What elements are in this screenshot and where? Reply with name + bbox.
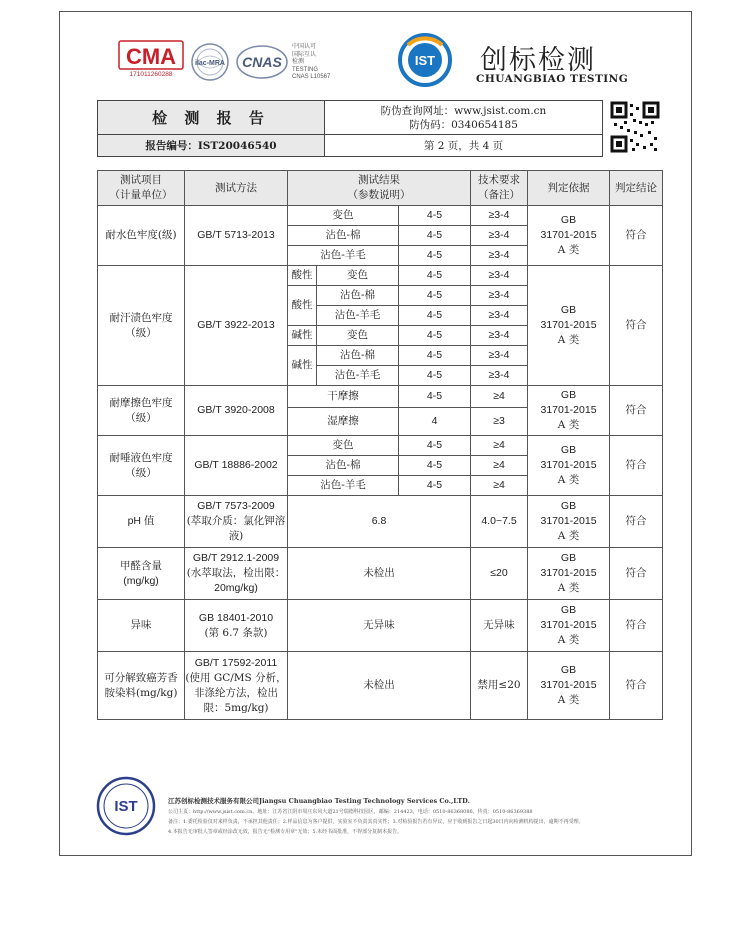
footer-line: 公司主页：http://www.jsist.com.cn，地址：江苏省江阴市周庄东风大道21号瑞德科技园区，邮编：214423，电话：0510-86368086，传真：0510-86369388 (168, 809, 533, 815)
anti-fake-code: 防伪码：0340654185 (409, 119, 518, 131)
footer-ist-seal (96, 776, 156, 836)
param-cell: 干摩擦 (288, 386, 399, 408)
header-conclusion: 判定结论 (610, 171, 663, 206)
req-cell: ≤20 (471, 548, 528, 600)
accreditation-line: 国际互认 (292, 51, 317, 58)
table-row (98, 386, 663, 408)
sub-group-cell: 酸性 (288, 286, 317, 326)
method-cell: GB/T 18886-2002 (185, 436, 288, 496)
accreditation-line: 检测 (292, 59, 305, 65)
ilac-mra-logo (190, 42, 230, 82)
table-row (98, 652, 663, 720)
conclusion-cell: 符合 (610, 652, 663, 720)
table-row (98, 548, 663, 600)
item-cell: 耐汗渍色牢度 （级） (98, 266, 185, 386)
param-cell: 变色 (288, 206, 399, 226)
param-cell: 变色 (317, 266, 399, 286)
method-cell: GB/T 2912.1-2009 (水萃取法，检出限： 20mg/kg) (185, 548, 288, 600)
basis-cell: GB 31701-2015 A 类 (528, 600, 610, 652)
table-row (98, 266, 663, 286)
method-cell: GB 18401-2010 (第 6.7 条款) (185, 600, 288, 652)
header-basis: 判定依据 (528, 171, 610, 206)
value-cell: 4-5 (399, 456, 471, 476)
value-cell: 4-5 (399, 346, 471, 366)
conclusion-cell: 符合 (610, 496, 663, 548)
conclusion-cell: 符合 (610, 600, 663, 652)
cma-logo (118, 40, 184, 78)
basis-cell: GB 31701-2015 A 类 (528, 206, 610, 266)
results-table (97, 170, 663, 720)
conclusion-cell: 符合 (610, 266, 663, 386)
value-cell: 4-5 (399, 286, 471, 306)
param-cell: 湿摩擦 (288, 408, 399, 436)
param-cell: 变色 (288, 436, 399, 456)
result-cell: 无异味 (288, 600, 471, 652)
basis-cell: GB 31701-2015 A 类 (528, 386, 610, 436)
header-result: 测试结果 （参数说明） (288, 171, 471, 206)
param-cell: 沾色-棉 (317, 346, 399, 366)
value-cell: 4-5 (399, 476, 471, 496)
req-cell: ≥3-4 (471, 326, 528, 346)
cma-logo-number: 171011260288 (129, 71, 173, 78)
value-cell: 4-5 (399, 386, 471, 408)
header-requirement: 技术要求 （备注） (471, 171, 528, 206)
value-cell: 4-5 (399, 326, 471, 346)
basis-cell: GB 31701-2015 A 类 (528, 548, 610, 600)
basis-cell: GB 31701-2015 A 类 (528, 266, 610, 386)
item-cell: 异味 (98, 600, 185, 652)
value-cell: 4-5 (399, 306, 471, 326)
cnas-logo-text: CNAS (242, 54, 282, 70)
sub-group-cell: 碱性 (288, 326, 317, 346)
item-cell: pH 值 (98, 496, 185, 548)
req-cell: ≥3-4 (471, 226, 528, 246)
req-cell: ≥4 (471, 456, 528, 476)
ist-logo-text: IST (414, 53, 436, 68)
accreditation-text (292, 44, 330, 82)
footer-notes (168, 808, 638, 835)
brand-name-en: CHUANGBIAO TESTING (476, 73, 629, 85)
value-cell: 4-5 (399, 436, 471, 456)
method-cell: GB/T 17592-2011 (使用 GC/MS 分析， 非涤纶方法，检出 限：5mg/kg) (185, 652, 288, 720)
value-cell: 4-5 (399, 226, 471, 246)
param-cell: 沾色-羊毛 (288, 246, 399, 266)
report-number: 报告编号：IST20046540 (98, 135, 325, 156)
item-cell: 可分解致癌芳香 胺染料(mg/kg) (98, 652, 185, 720)
value-cell: 4-5 (399, 266, 471, 286)
table-row (98, 496, 663, 548)
item-cell: 耐唾液色牢度 （级） (98, 436, 185, 496)
req-cell: ≥3-4 (471, 346, 528, 366)
table-header-row (98, 171, 663, 206)
req-cell: ≥3-4 (471, 306, 528, 326)
req-cell: 禁用≤20 (471, 652, 528, 720)
basis-cell: GB 31701-2015 A 类 (528, 652, 610, 720)
header-item: 测试项目 （计量单位） (98, 171, 185, 206)
req-cell: ≥3-4 (471, 366, 528, 386)
method-cell: GB/T 7573-2009 (萃取介质：氯化钾溶 液) (185, 496, 288, 548)
value-cell: 4 (399, 408, 471, 436)
basis-cell: GB 31701-2015 A 类 (528, 496, 610, 548)
report-title: 检 测 报 告 (98, 101, 325, 135)
req-cell: ≥3-4 (471, 206, 528, 226)
conclusion-cell: 符合 (610, 206, 663, 266)
accreditation-line: CNAS L10567 (292, 74, 331, 80)
item-cell: 耐水色牢度(级) (98, 206, 185, 266)
req-cell: ≥3 (471, 408, 528, 436)
accreditation-line: TESTING (292, 66, 319, 73)
req-cell: ≥3-4 (471, 246, 528, 266)
table-row (98, 600, 663, 652)
param-cell: 沾色-棉 (288, 456, 399, 476)
req-cell: ≥3-4 (471, 266, 528, 286)
req-cell: ≥4 (471, 476, 528, 496)
table-row (98, 436, 663, 456)
req-cell: 4.0~7.5 (471, 496, 528, 548)
footer-company: 江苏创标检测技术服务有限公司Jiangsu Chuangbiao Testing Technology Services Co.,LTD. (168, 797, 470, 805)
sub-group-cell: 碱性 (288, 346, 317, 386)
req-cell: 无异味 (471, 600, 528, 652)
param-cell: 沾色-棉 (288, 226, 399, 246)
footer-line: 备注：1.委托检验仅对来样负责，不承担其他责任；2.样品信息为客户提供，实验室不负责其真实性；3.对检验报告若有异议，应于收到报告之日起30日内向检测机构提出，逾期不再受理。 (168, 819, 584, 825)
conclusion-cell: 符合 (610, 436, 663, 496)
method-cell: GB/T 3920-2008 (185, 386, 288, 436)
conclusion-cell: 符合 (610, 386, 663, 436)
footer-seal-text: IST (114, 798, 138, 815)
ist-logo (398, 33, 452, 87)
conclusion-cell: 符合 (610, 548, 663, 600)
method-cell: GB/T 3922-2013 (185, 266, 288, 386)
ilac-logo-text: ilac-MRA (195, 60, 225, 67)
item-cell: 甲醛含量 (mg/kg) (98, 548, 185, 600)
result-cell: 6.8 (288, 496, 471, 548)
anti-fake-info (325, 101, 602, 135)
req-cell: ≥3-4 (471, 286, 528, 306)
item-cell: 耐摩擦色牢度 （级） (98, 386, 185, 436)
page-info: 第 2 页，共 4 页 (423, 140, 504, 152)
value-cell: 4-5 (399, 206, 471, 226)
param-cell: 沾色-羊毛 (317, 306, 399, 326)
req-cell: ≥4 (471, 436, 528, 456)
cma-logo-text: CMA (125, 44, 177, 69)
header-method: 测试方法 (185, 171, 288, 206)
param-cell: 沾色-羊毛 (288, 476, 399, 496)
req-cell: ≥4 (471, 386, 528, 408)
brand-name-cn: 创标检测 (480, 45, 596, 76)
method-cell: GB/T 5713-2013 (185, 206, 288, 266)
qr-code (610, 101, 660, 153)
param-cell: 沾色-羊毛 (317, 366, 399, 386)
accreditation-line: 中国认可 (292, 44, 317, 50)
basis-cell: GB 31701-2015 A 类 (528, 436, 610, 496)
cnas-logo (236, 44, 288, 80)
report-header (97, 100, 603, 157)
result-cell: 未检出 (288, 548, 471, 600)
footer-line: 4.本报告无审批人签章或经涂改无效，报告无"检测专用章"无效；5.未经书面批准，不得部分复制本报告。 (168, 829, 403, 835)
value-cell: 4-5 (399, 366, 471, 386)
value-cell: 4-5 (399, 246, 471, 266)
query-url: 防伪查询网址：www.jsist.com.cn (380, 105, 547, 117)
result-cell: 未检出 (288, 652, 471, 720)
sub-group-cell: 酸性 (288, 266, 317, 286)
table-row (98, 206, 663, 226)
param-cell: 变色 (317, 326, 399, 346)
param-cell: 沾色-棉 (317, 286, 399, 306)
